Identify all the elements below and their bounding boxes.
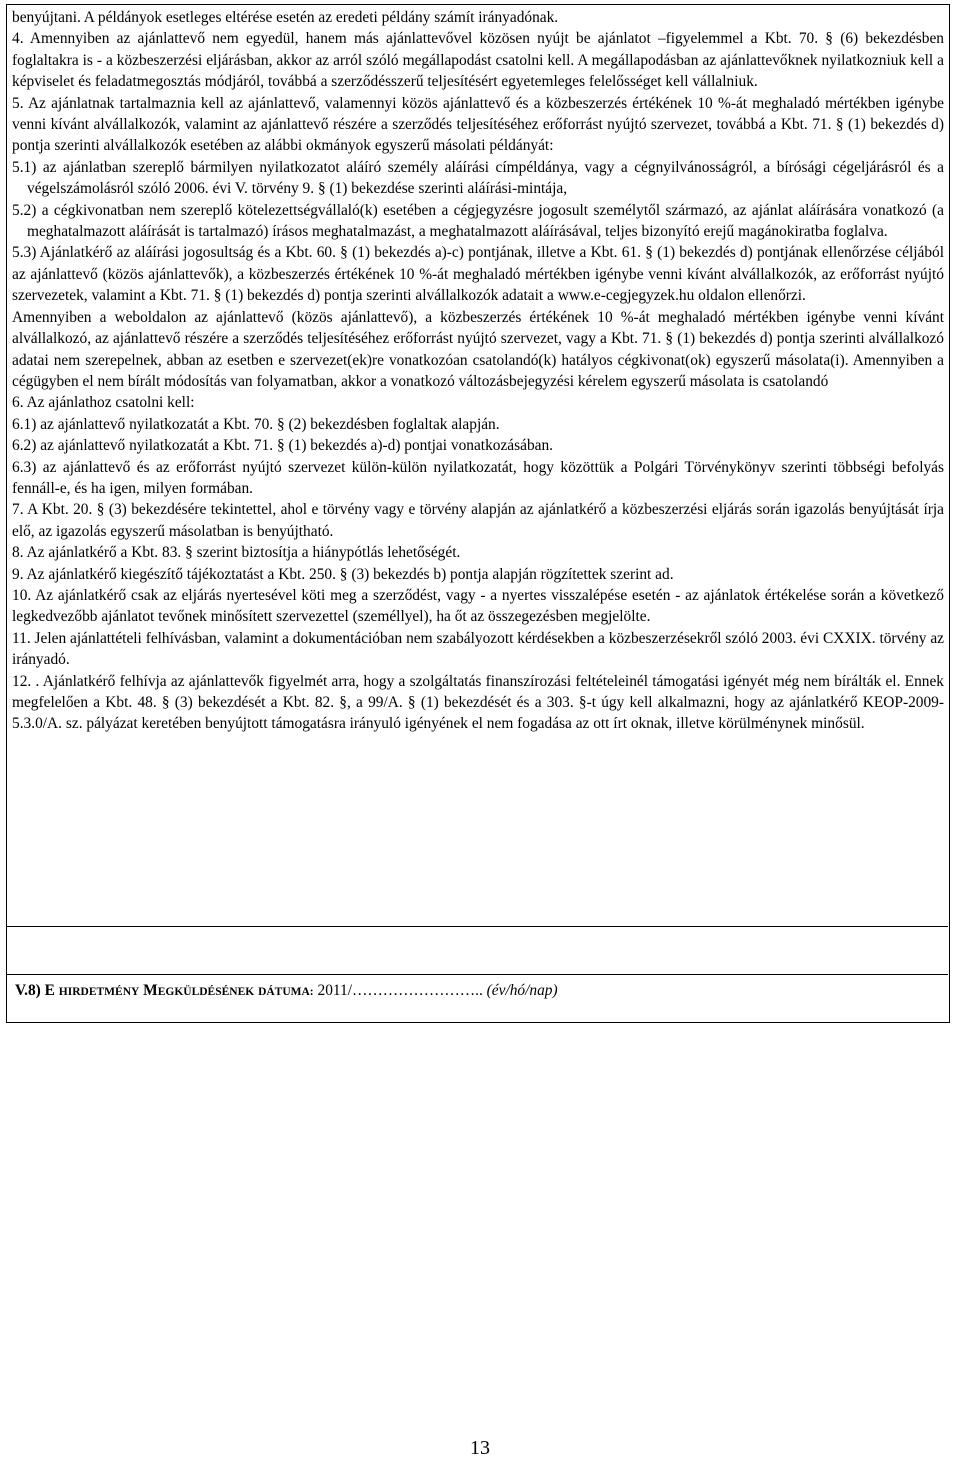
paragraph-6-1: 6.1) az ajánlattevő nyilatkozatát a Kbt. 70. § (2) bekezdésben foglaltak alapján.: [12, 415, 500, 433]
conditions-box: [7, 5, 948, 927]
paragraph-11: 11. Jelen ajánlattételi felhívásban, valamint a dokumentációban nem szabályozott kérdésekben a közbeszerzésekről szóló 2003. évi CXXIX. törvény az irányadó.: [12, 629, 944, 669]
paragraph-6-3: 6.3) az ajánlattevő és az erőforrást nyújtó szervezet külön-külön nyilatkozatát, hogy közöttük a Polgári Törvénykönyv szerinti többségi befolyás fennáll-e, és ha igen, milyen formában.: [12, 458, 944, 497]
paragraph-5-1: 5.1) az ajánlatban szereplő bármilyen nyilatkozatot aláíró személy aláírási címpéldánya, vagy a cégnyilvánosságról, a bírósági cégeljárásról és a végelszámolásról szóló 2006. évi V. törvény 9. § (1) bekezdése szerinti aláírási-mintája,: [12, 158, 944, 198]
document-frame: [6, 4, 950, 1023]
paragraph-7: 7. A Kbt. 20. § (3) bekezdésére tekintettel, ahol e törvény vagy e törvény alapján az ajánlatkérő a közbeszerzési eljárás során igazolás benyújtását írja elő, az igazolás egyszerű másolatban is benyújtható.: [12, 501, 944, 540]
paragraph-12: 12. . Ajánlatkérő felhívja az ajánlattevők figyelmét arra, hogy a szolgáltatás finanszírozási feltételeinél támogatási igényét még nem bírálták el. Ennek megfelelően a Kbt. 48. § (3) bekezdését a Kbt. 82. §, a 99/A. § (1) bekezdését és a 303. §-t úgy kell alkalmazni, hogy az ajánlatkérő KEOP-2009-5.3.0/A. sz. pályázat keretében benyújtott támogatásra irányuló igényének el nem fogadása az ott írt oknak, illetve körülménynek minősül.: [12, 672, 944, 733]
section-egkuldesenek: EGKÜLDÉSÉNEK: [157, 986, 255, 998]
section-m: M: [143, 982, 158, 999]
paragraph-intro: benyújtani. A példányok esetleges eltérése esetén az eredeti példány számít irányadónak.: [12, 9, 559, 26]
dispatch-date-row: [15, 979, 945, 1004]
page-number: 13: [470, 1437, 490, 1459]
paragraph-5-3: 5.3) Ajánlatkérő az aláírási jogosultság és a Kbt. 60. § (1) bekezdés a)-c) pontjának, illetve a Kbt. 61. § (1) bekezdés d) pontjának ellenőrzése céljából az ajánlattevő (közös ajánlattevők), a közbeszerzés értékének 10 %-át meghaladó mértékben igénybe venni kívánt alvállalkozók, az erőforrást nyújtó szervezetek, valamint a Kbt. 71. § (1) bekezdés d) pontja szerinti alvállalkozók adatait a www.e-cegjegyzek.hu oldalon ellenőrzi.: [12, 244, 944, 305]
paragraph-amennyiben: Amennyiben a weboldalon az ajánlattevő (közös ajánlattevő), a közbeszerzés értékének 10 %-át meghaladó mértékben igénybe venni kívánt alvállalkozó, az ajánlattevő részére a szerződés teljesítéséhez erőforrást nyújtó szervezet, vagy a Kbt. 71. § (1) bekezdés d) pontja szerinti alvállalkozó adatai nem szerepelnek, abban az esetben e szervezet(ek)re vonatkozóan csatolandó(k) hatályos cégkivonat(ok) egyszerű másolata(i). Amennyiben a cégügyben el nem bírált módosítás van folyamatban, akkor a vonatkozó változásbejegyzési kérelem egyszerű másolata is csatolandó: [12, 308, 944, 390]
empty-row: [7, 927, 948, 975]
dispatch-date-value: 2011/……………………..: [317, 982, 483, 999]
section-number: V.8): [15, 982, 41, 999]
paragraph-8: 8. Az ajánlatkérő a Kbt. 83. § szerint biztosítja a hiánypótlás lehetőségét.: [12, 544, 461, 562]
section-heading: [15, 982, 314, 999]
section-hirdetmeny: HIRDETMÉNY: [58, 986, 140, 998]
paragraph-4: 4. Amennyiben az ajánlattevő nem egyedül, hanem más ajánlattevővel közösen nyújt be ajánlatot –figyelemmel a Kbt. 70. § (6) bekezdésben foglaltakra is - a közbeszerzési eljárásban, akkor az arról szóló megállapodást csatolni kell. A megállapodásban az ajánlattevőknek nyilatkozniuk kell a képviselet és feladatmegosztás módjáról, továbbá a szerződésszerű teljesítésért egyetemleges felelősséget kell vállalniuk.: [12, 30, 944, 91]
paragraph-5-2: 5.2) a cégkivonatban nem szereplő kötelezettségvállaló(k) esetében a cégjegyzésre jogosult személytől származó, az ajánlat aláírására vonatkozó (a meghatalmazott aláírását is tartalmazó) írásos meghatalmazást, a meghatalmazott aláírásával, teljes bizonyító erejű magánokiratba foglalva.: [12, 201, 944, 241]
paragraph-6-2: 6.2) az ajánlattevő nyilatkozatát a Kbt. 71. § (1) bekezdés a)-d) pontjai vonatkozásában.: [12, 437, 554, 455]
paragraph-5: 5. Az ajánlatnak tartalmaznia kell az ajánlattevő, valamennyi közös ajánlattevő és a közbeszerzés értékének 10 %-át meghaladó mértékben igénybe venni kívánt alvállalkozók, valamint az ajánlattevő részére a szerződés teljesítéséhez erőforrást nyújtó szervezet, továbbá a Kbt. 71. § (1) bekezdés d) pontja szerinti alvállalkozók esetében az alábbi okmányok egyszerű másolati példányát:: [12, 94, 944, 155]
paragraph-10: 10. Az ajánlatkérő csak az eljárás nyertesével köti meg a szerződést, vagy - a nyertes visszalépése esetén - az ajánlatok értékelése során a következő legkedvezőbb ajánlatot tevőnek minősített szervezettel (személlyel), ha őt az összegezésben megjelölte.: [12, 586, 944, 626]
section-e: E: [44, 982, 55, 999]
dispatch-date-unit: (év/hó/nap): [486, 982, 558, 999]
section-datuma: DÁTUMA:: [258, 986, 314, 998]
paragraph-6: 6. Az ajánlathoz csatolni kell:: [12, 394, 195, 412]
paragraph-9: 9. Az ajánlatkérő kiegészítő tájékoztatást a Kbt. 250. § (3) bekezdés b) pontja alapján rögzítettek szerint ad.: [12, 565, 674, 583]
